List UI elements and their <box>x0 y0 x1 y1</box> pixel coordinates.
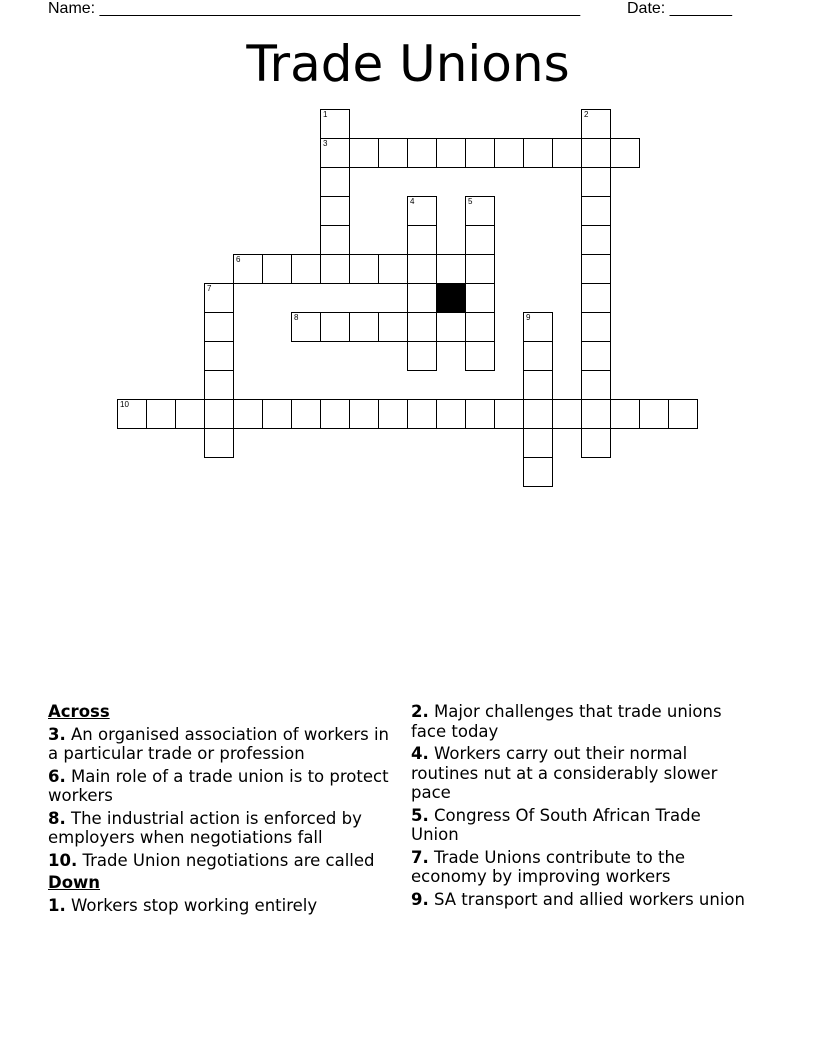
crossword-cell[interactable] <box>668 399 698 429</box>
crossword-cell[interactable] <box>204 428 234 458</box>
crossword-cell[interactable] <box>407 312 437 342</box>
clue-down-4 <box>411 744 751 803</box>
crossword-cell[interactable] <box>581 341 611 371</box>
crossword-cell[interactable] <box>581 138 611 168</box>
clue-text: The industrial action is enforced by employers when negotiations fall <box>48 808 362 847</box>
clue-number: 8. <box>48 808 66 828</box>
crossword-cell[interactable] <box>523 138 553 168</box>
clue-number-label: 10 <box>120 400 129 409</box>
crossword-cell[interactable] <box>320 109 350 139</box>
crossword-cell[interactable] <box>523 312 553 342</box>
crossword-cell[interactable] <box>581 225 611 255</box>
crossword-cell[interactable] <box>146 399 176 429</box>
crossword-cell[interactable] <box>320 196 350 226</box>
crossword-cell[interactable] <box>436 399 466 429</box>
clue-number-label: 8 <box>294 313 299 322</box>
clue-number-label: 2 <box>584 110 589 119</box>
crossword-cell[interactable] <box>291 312 321 342</box>
crossword-grid <box>0 0 816 500</box>
crossword-cell[interactable] <box>552 138 582 168</box>
crossword-cell[interactable] <box>320 138 350 168</box>
clue-text: Trade Unions contribute to the economy by improving workers <box>411 847 686 886</box>
crossword-cell[interactable] <box>465 225 495 255</box>
crossword-cell[interactable] <box>581 283 611 313</box>
crossword-cell[interactable] <box>291 254 321 284</box>
clue-number: 6. <box>48 766 66 786</box>
crossword-cell[interactable] <box>378 399 408 429</box>
crossword-cell[interactable] <box>610 399 640 429</box>
clue-text: An organised association of workers in a particular trade or profession <box>48 724 389 763</box>
crossword-cell[interactable] <box>581 312 611 342</box>
clue-down-9 <box>411 890 751 910</box>
name-field-label: Name: ______________________________________________________ <box>48 0 581 17</box>
crossword-cell[interactable] <box>523 457 553 487</box>
crossword-cell[interactable] <box>465 138 495 168</box>
clues-left-column <box>48 702 400 918</box>
crossword-cell[interactable] <box>465 399 495 429</box>
crossword-cell[interactable] <box>436 138 466 168</box>
clue-number: 7. <box>411 847 429 867</box>
crossword-cell[interactable] <box>349 138 379 168</box>
crossword-cell[interactable] <box>494 399 524 429</box>
clue-text: Trade Union negotiations are called <box>82 850 375 870</box>
crossword-cell[interactable] <box>320 225 350 255</box>
crossword-cell[interactable] <box>465 283 495 313</box>
crossword-cell[interactable] <box>204 341 234 371</box>
crossword-cell[interactable] <box>523 399 553 429</box>
clue-text: Workers carry out their normal routines nut at a considerably slower pace <box>411 744 718 802</box>
crossword-cell[interactable] <box>175 399 205 429</box>
clue-number-label: 4 <box>410 197 415 206</box>
crossword-cell[interactable] <box>494 138 524 168</box>
crossword-cell[interactable] <box>407 254 437 284</box>
clue-number: 3. <box>48 724 66 744</box>
crossword-cell[interactable] <box>320 254 350 284</box>
clue-across-6 <box>48 767 400 806</box>
crossword-cell[interactable] <box>320 399 350 429</box>
crossword-cell[interactable] <box>465 341 495 371</box>
crossword-cell[interactable] <box>436 254 466 284</box>
crossword-cell[interactable] <box>349 254 379 284</box>
crossword-cell[interactable] <box>581 167 611 197</box>
crossword-cell[interactable] <box>407 196 437 226</box>
crossword-cell[interactable] <box>262 399 292 429</box>
crossword-cell[interactable] <box>204 399 234 429</box>
clue-text: SA transport and allied workers union <box>434 889 745 909</box>
crossword-cell[interactable] <box>407 225 437 255</box>
crossword-cell[interactable] <box>407 341 437 371</box>
clue-across-8 <box>48 809 400 848</box>
date-field-label: Date: _______ <box>627 0 732 17</box>
clue-down-2 <box>411 702 751 741</box>
crossword-cell[interactable] <box>291 399 321 429</box>
crossword-cell[interactable] <box>320 167 350 197</box>
crossword-cell[interactable] <box>523 428 553 458</box>
crossword-cell[interactable] <box>581 254 611 284</box>
clue-number-label: 5 <box>468 197 473 206</box>
clue-number: 5. <box>411 805 429 825</box>
crossword-cell[interactable] <box>262 254 292 284</box>
crossword-cell[interactable] <box>407 399 437 429</box>
crossword-cell[interactable] <box>581 109 611 139</box>
clues-right-column <box>411 702 751 912</box>
crossword-cell[interactable] <box>233 399 263 429</box>
clue-number: 1. <box>48 895 66 915</box>
page-title: Trade Unions <box>246 35 570 93</box>
clue-text: Main role of a trade union is to protect workers <box>48 766 389 805</box>
clue-number-label: 3 <box>323 139 328 148</box>
clue-down-7 <box>411 848 751 887</box>
crossword-cell[interactable] <box>523 370 553 400</box>
crossword-cell[interactable] <box>117 399 147 429</box>
crossword-black-cell <box>436 283 466 313</box>
clue-number-label: 9 <box>526 313 531 322</box>
crossword-cell[interactable] <box>639 399 669 429</box>
crossword-cell[interactable] <box>523 341 553 371</box>
crossword-cell[interactable] <box>378 138 408 168</box>
crossword-cell[interactable] <box>320 312 350 342</box>
crossword-cell[interactable] <box>378 254 408 284</box>
crossword-cell[interactable] <box>407 138 437 168</box>
clue-number-label: 7 <box>207 284 212 293</box>
crossword-cell[interactable] <box>436 312 466 342</box>
clue-number: 4. <box>411 744 429 763</box>
clue-number: 10. <box>48 850 78 870</box>
crossword-cell[interactable] <box>581 399 611 429</box>
crossword-cell[interactable] <box>204 283 234 313</box>
crossword-cell[interactable] <box>204 370 234 400</box>
crossword-cell[interactable] <box>552 399 582 429</box>
clue-down-1 <box>48 896 400 916</box>
crossword-cell[interactable] <box>581 370 611 400</box>
clue-text: Workers stop working entirely <box>71 895 318 915</box>
crossword-cell[interactable] <box>581 428 611 458</box>
across-heading: Across <box>48 702 110 721</box>
crossword-cell[interactable] <box>407 283 437 313</box>
clue-across-3 <box>48 725 400 764</box>
crossword-cell[interactable] <box>465 254 495 284</box>
crossword-cell[interactable] <box>581 196 611 226</box>
clue-number-label: 6 <box>236 255 241 264</box>
down-heading: Down <box>48 873 101 892</box>
clue-text: Major challenges that trade unions face today <box>411 702 722 741</box>
crossword-cell[interactable] <box>349 399 379 429</box>
crossword-cell[interactable] <box>378 312 408 342</box>
clue-number: 2. <box>411 702 429 721</box>
clue-number-label: 1 <box>323 110 328 119</box>
clue-down-5 <box>411 806 751 845</box>
crossword-cell[interactable] <box>204 312 234 342</box>
crossword-cell[interactable] <box>465 196 495 226</box>
crossword-cell[interactable] <box>610 138 640 168</box>
crossword-cell[interactable] <box>233 254 263 284</box>
crossword-cell[interactable] <box>349 312 379 342</box>
clue-number: 9. <box>411 889 429 909</box>
crossword-cell[interactable] <box>465 312 495 342</box>
clue-across-10 <box>48 851 400 871</box>
clue-text: Congress Of South African Trade Union <box>411 805 701 844</box>
